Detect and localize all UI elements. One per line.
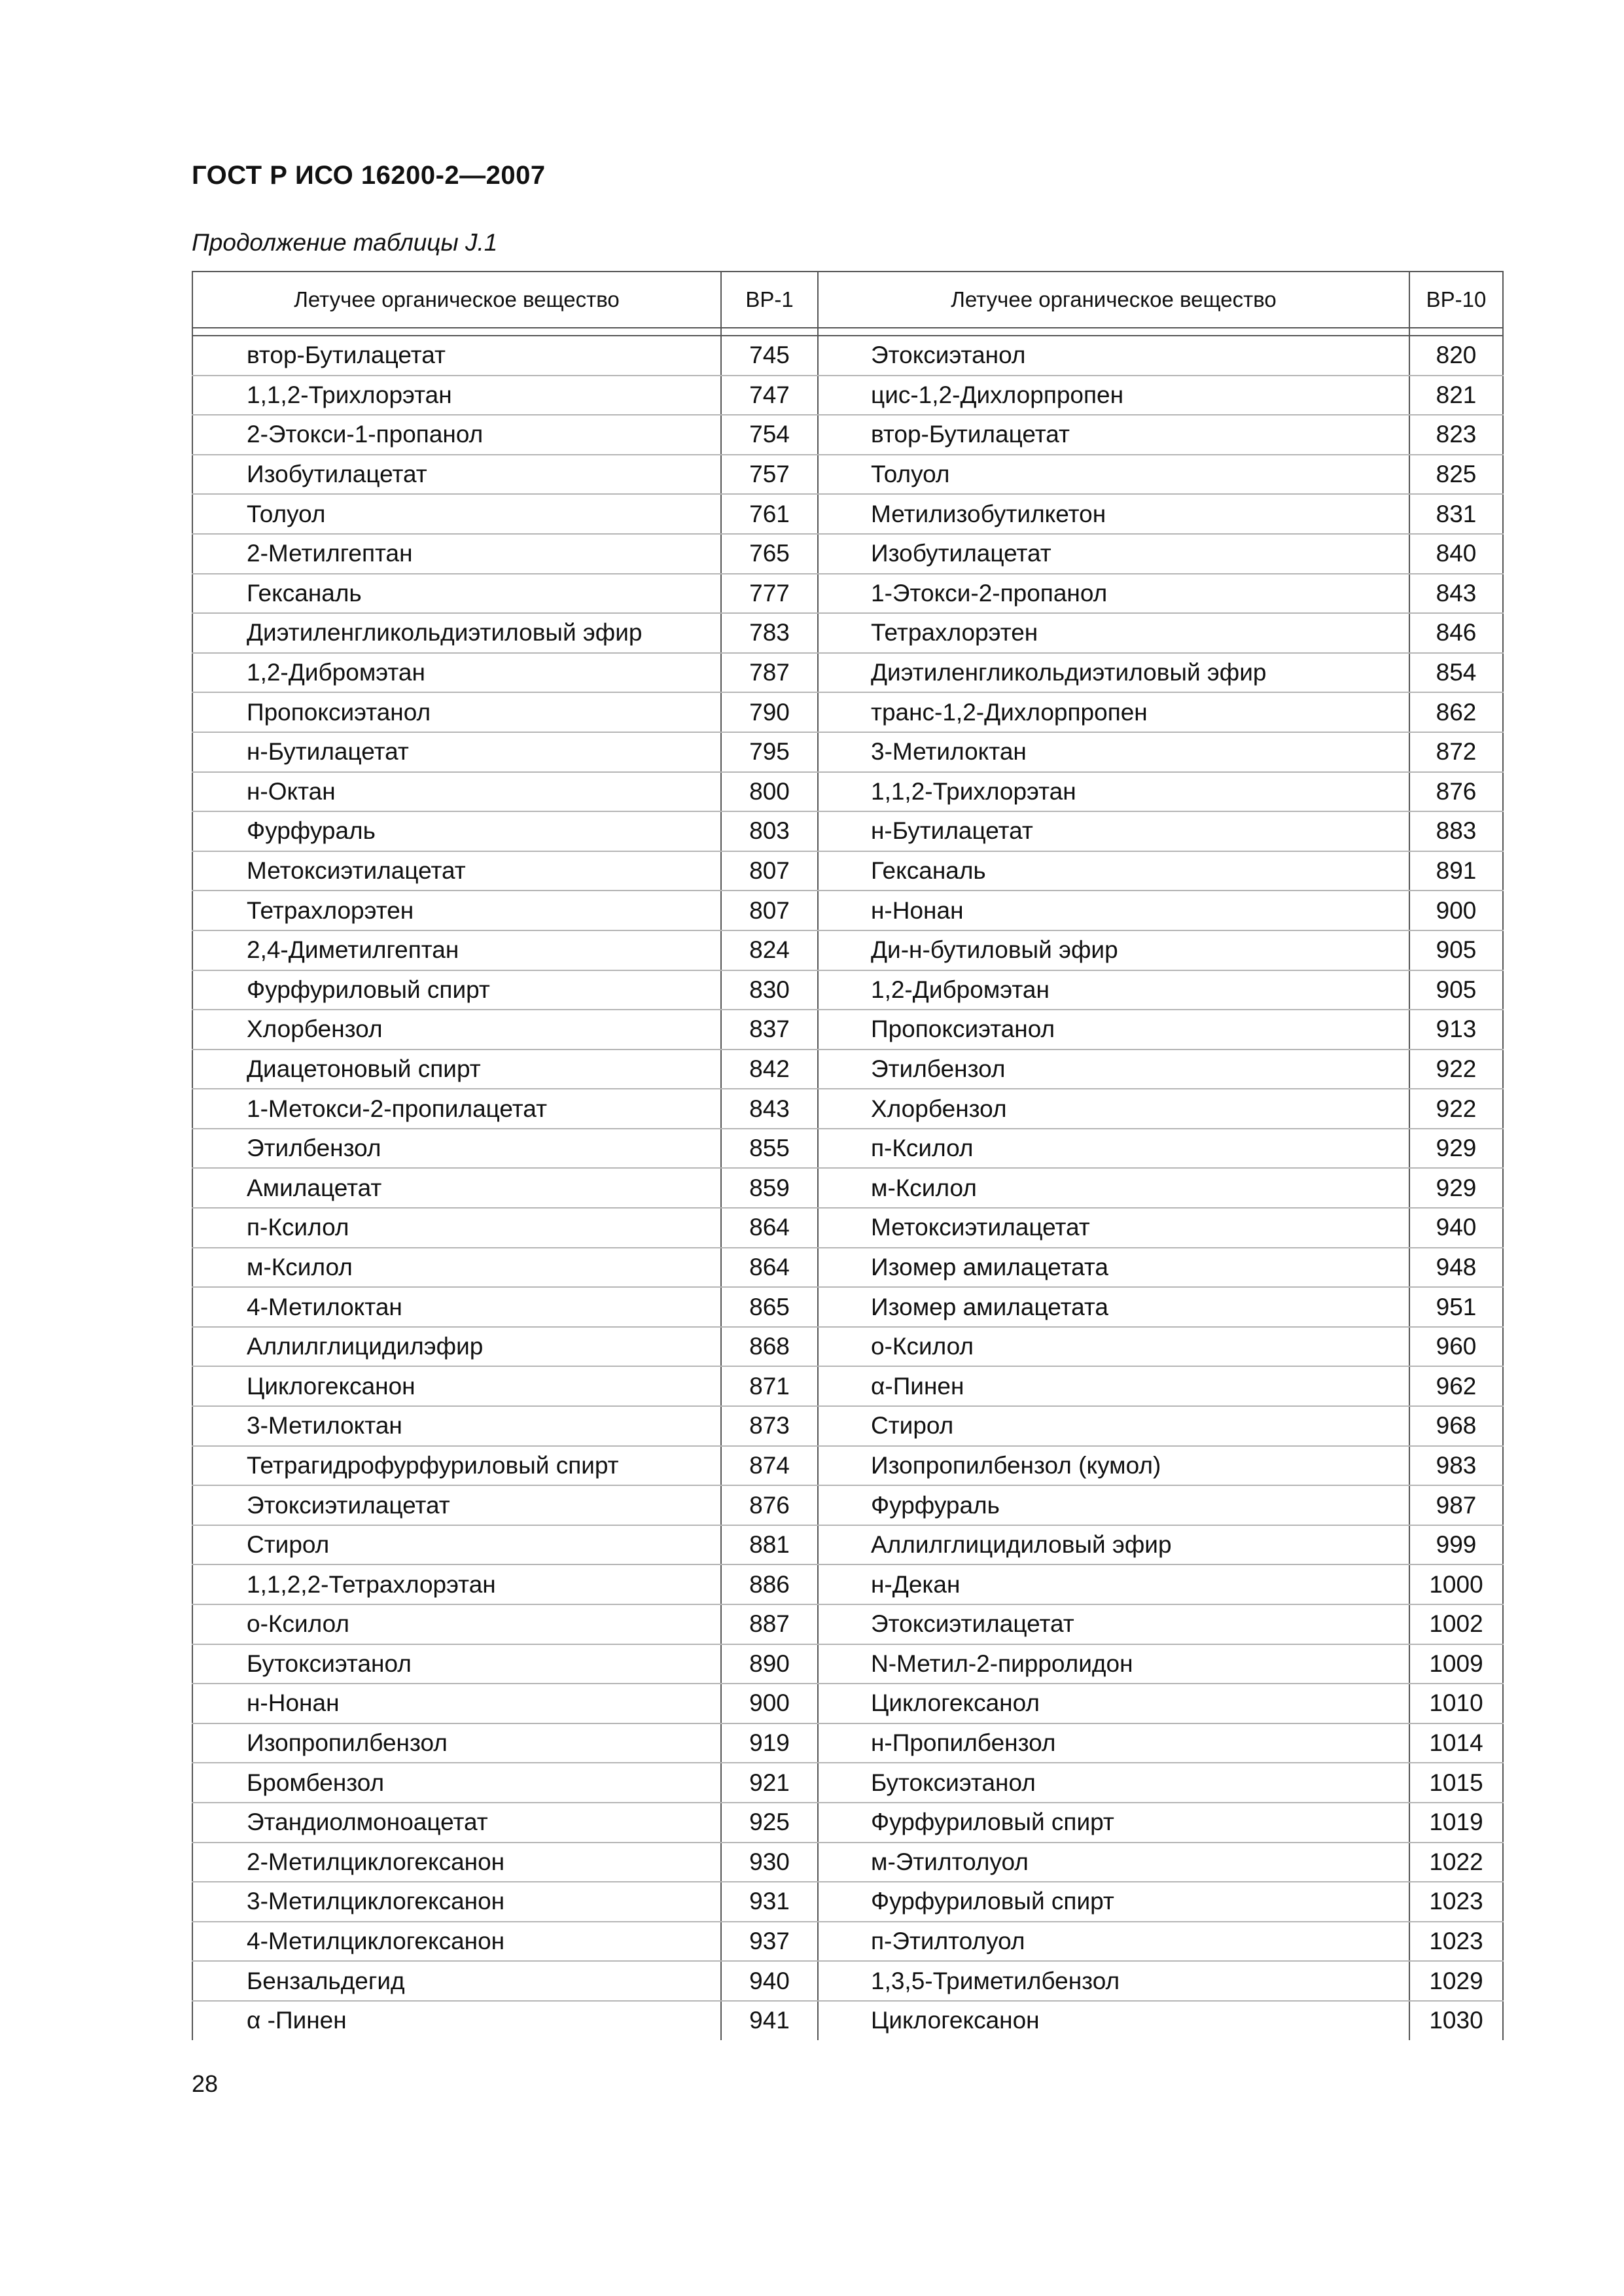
column-header-substance-1: Летучее органическое вещество: [192, 272, 721, 328]
cell-substance-bp10: Фурфураль: [818, 1485, 1409, 1525]
cell-value-bp10: 876: [1409, 772, 1503, 812]
cell-substance-bp1: Тетрагидрофурфуриловый спирт: [192, 1446, 721, 1486]
table-row: [192, 2001, 1503, 2040]
cell-substance-bp10: м-Ксилол: [818, 1168, 1409, 1208]
cell-value-bp1: 747: [721, 376, 818, 415]
cell-value-bp10: 831: [1409, 494, 1503, 534]
cell-substance-bp10: м-Этилтолуол: [818, 1843, 1409, 1882]
cell-substance-bp10: цис-1,2-Дихлорпропен: [818, 376, 1409, 415]
cell-value-bp1: 865: [721, 1287, 818, 1327]
cell-value-bp1: 873: [721, 1406, 818, 1446]
cell-substance-bp1: Стирол: [192, 1525, 721, 1565]
table-row: [192, 1406, 1503, 1446]
cell-substance-bp10: 1-Этокси-2-пропанол: [818, 574, 1409, 614]
cell-substance-bp10: 3-Метилоктан: [818, 732, 1409, 772]
table-row: [192, 851, 1503, 891]
table-row: [192, 1723, 1503, 1763]
cell-substance-bp1: 2-Метилциклогексанон: [192, 1843, 721, 1882]
cell-value-bp10: 843: [1409, 574, 1503, 614]
cell-substance-bp10: о-Ксилол: [818, 1327, 1409, 1367]
cell-value-bp1: 803: [721, 811, 818, 851]
cell-value-bp10: 825: [1409, 455, 1503, 495]
cell-value-bp10: 1022: [1409, 1843, 1503, 1882]
cell-substance-bp10: Этоксиэтилацетат: [818, 1604, 1409, 1644]
cell-substance-bp10: н-Декан: [818, 1564, 1409, 1604]
cell-substance-bp1: Этилбензол: [192, 1129, 721, 1169]
cell-value-bp10: 1023: [1409, 1882, 1503, 1922]
cell-value-bp1: 761: [721, 494, 818, 534]
cell-value-bp1: 874: [721, 1446, 818, 1486]
cell-substance-bp10: Изопропилбензол (кумол): [818, 1446, 1409, 1486]
cell-substance-bp1: 1,2-Дибромэтан: [192, 653, 721, 693]
table-row: [192, 692, 1503, 732]
cell-value-bp10: 983: [1409, 1446, 1503, 1486]
table-row: [192, 653, 1503, 693]
cell-substance-bp10: Стирол: [818, 1406, 1409, 1446]
cell-value-bp10: 962: [1409, 1366, 1503, 1406]
cell-substance-bp1: Бутоксиэтанол: [192, 1644, 721, 1684]
cell-substance-bp1: Гексаналь: [192, 574, 721, 614]
cell-value-bp1: 919: [721, 1723, 818, 1763]
cell-value-bp1: 842: [721, 1050, 818, 1089]
cell-value-bp1: 886: [721, 1564, 818, 1604]
cell-value-bp1: 757: [721, 455, 818, 495]
cell-value-bp10: 900: [1409, 891, 1503, 930]
cell-substance-bp1: 4-Метилоктан: [192, 1287, 721, 1327]
cell-substance-bp10: втор-Бутилацетат: [818, 415, 1409, 455]
table-row: [192, 1843, 1503, 1882]
cell-value-bp1: 921: [721, 1763, 818, 1803]
cell-substance-bp1: 2,4-Диметилгептан: [192, 930, 721, 970]
cell-value-bp1: 864: [721, 1248, 818, 1288]
cell-substance-bp1: Диацетоновый спирт: [192, 1050, 721, 1089]
cell-value-bp1: 790: [721, 692, 818, 732]
table-row: [192, 970, 1503, 1010]
cell-value-bp10: 960: [1409, 1327, 1503, 1367]
cell-value-bp1: 881: [721, 1525, 818, 1565]
table-row: [192, 1525, 1503, 1565]
cell-value-bp1: 937: [721, 1922, 818, 1962]
retention-index-table: [192, 271, 1502, 2040]
cell-substance-bp10: Циклогексанон: [818, 2001, 1409, 2040]
cell-value-bp10: 951: [1409, 1287, 1503, 1327]
cell-substance-bp1: Этоксиэтилацетат: [192, 1485, 721, 1525]
table-row: [192, 1485, 1503, 1525]
cell-value-bp10: 1009: [1409, 1644, 1503, 1684]
cell-value-bp1: 930: [721, 1843, 818, 1882]
cell-substance-bp10: 1,3,5-Триметилбензол: [818, 1961, 1409, 2001]
cell-substance-bp10: Циклогексанол: [818, 1684, 1409, 1723]
cell-substance-bp10: Фурфуриловый спирт: [818, 1803, 1409, 1843]
cell-substance-bp1: Диэтиленгликольдиэтиловый эфир: [192, 613, 721, 653]
cell-value-bp10: 840: [1409, 534, 1503, 574]
cell-substance-bp1: Циклогексанон: [192, 1366, 721, 1406]
cell-substance-bp1: 1-Метокси-2-пропилацетат: [192, 1089, 721, 1129]
table-row: [192, 1803, 1503, 1843]
cell-substance-bp1: Амилацетат: [192, 1168, 721, 1208]
cell-substance-bp1: Фурфуриловый спирт: [192, 970, 721, 1010]
table-row: [192, 574, 1503, 614]
table-row: [192, 1922, 1503, 1962]
cell-value-bp1: 765: [721, 534, 818, 574]
table-row: [192, 376, 1503, 415]
table-row: [192, 1604, 1503, 1644]
cell-value-bp10: 823: [1409, 415, 1503, 455]
cell-value-bp10: 905: [1409, 930, 1503, 970]
cell-substance-bp1: 1,1,2-Трихлорэтан: [192, 376, 721, 415]
cell-value-bp1: 807: [721, 891, 818, 930]
page-number: 28: [192, 2070, 219, 2097]
cell-substance-bp10: 1,2-Дибромэтан: [818, 970, 1409, 1010]
cell-substance-bp1: Бензальдегид: [192, 1961, 721, 2001]
cell-substance-bp10: Метоксиэтилацетат: [818, 1208, 1409, 1248]
cell-substance-bp1: Бромбензол: [192, 1763, 721, 1803]
cell-value-bp10: 821: [1409, 376, 1503, 415]
table-row: [192, 1644, 1503, 1684]
cell-substance-bp1: Толуол: [192, 494, 721, 534]
cell-substance-bp10: N-Метил-2-пирролидон: [818, 1644, 1409, 1684]
cell-substance-bp1: 2-Метилгептан: [192, 534, 721, 574]
cell-substance-bp10: Ди-н-бутиловый эфир: [818, 930, 1409, 970]
table-row: [192, 732, 1503, 772]
data-table: [192, 271, 1504, 2040]
cell-substance-bp1: н-Бутилацетат: [192, 732, 721, 772]
cell-value-bp1: 940: [721, 1961, 818, 2001]
cell-value-bp10: 1029: [1409, 1961, 1503, 2001]
cell-value-bp1: 800: [721, 772, 818, 812]
cell-substance-bp10: 1,1,2-Трихлорэтан: [818, 772, 1409, 812]
cell-substance-bp10: Диэтиленгликольдиэтиловый эфир: [818, 653, 1409, 693]
cell-value-bp10: 999: [1409, 1525, 1503, 1565]
cell-value-bp10: 987: [1409, 1485, 1503, 1525]
cell-substance-bp10: Этилбензол: [818, 1050, 1409, 1089]
cell-substance-bp1: α -Пинен: [192, 2001, 721, 2040]
cell-value-bp1: 868: [721, 1327, 818, 1367]
cell-value-bp10: 922: [1409, 1089, 1503, 1129]
cell-substance-bp10: Изомер амилацетата: [818, 1287, 1409, 1327]
table-row: [192, 1684, 1503, 1723]
table-body: [192, 336, 1503, 2040]
table-row: [192, 930, 1503, 970]
cell-value-bp1: 871: [721, 1366, 818, 1406]
cell-substance-bp1: м-Ксилол: [192, 1248, 721, 1288]
table-row: [192, 1366, 1503, 1406]
cell-value-bp1: 837: [721, 1010, 818, 1050]
cell-substance-bp1: п-Ксилол: [192, 1208, 721, 1248]
cell-value-bp1: 900: [721, 1684, 818, 1723]
cell-substance-bp10: Толуол: [818, 455, 1409, 495]
cell-substance-bp1: 3-Метилциклогексанон: [192, 1882, 721, 1922]
cell-value-bp1: 855: [721, 1129, 818, 1169]
cell-substance-bp10: Изомер амилацетата: [818, 1248, 1409, 1288]
cell-value-bp10: 1030: [1409, 2001, 1503, 2040]
cell-value-bp10: 1014: [1409, 1723, 1503, 1763]
cell-substance-bp10: Этоксиэтанол: [818, 336, 1409, 376]
column-header-bp1: ВР-1: [721, 272, 818, 328]
cell-value-bp10: 929: [1409, 1168, 1503, 1208]
document-title: ГОСТ Р ИСО 16200-2—2007: [192, 161, 546, 190]
table-row: [192, 1446, 1503, 1486]
cell-value-bp10: 1002: [1409, 1604, 1503, 1644]
cell-substance-bp1: Хлорбензол: [192, 1010, 721, 1050]
cell-substance-bp10: н-Бутилацетат: [818, 811, 1409, 851]
cell-substance-bp10: Пропоксиэтанол: [818, 1010, 1409, 1050]
cell-value-bp1: 824: [721, 930, 818, 970]
table-row: [192, 455, 1503, 495]
table-row: [192, 1564, 1503, 1604]
cell-value-bp10: 1010: [1409, 1684, 1503, 1723]
cell-value-bp10: 820: [1409, 336, 1503, 376]
cell-value-bp10: 1000: [1409, 1564, 1503, 1604]
table-row: [192, 1010, 1503, 1050]
cell-substance-bp1: 2-Этокси-1-пропанол: [192, 415, 721, 455]
cell-value-bp10: 905: [1409, 970, 1503, 1010]
cell-value-bp10: 1019: [1409, 1803, 1503, 1843]
header-separator: [192, 328, 1503, 336]
table-row: [192, 1882, 1503, 1922]
column-header-bp10: ВР-10: [1409, 272, 1503, 328]
table-row: [192, 1129, 1503, 1169]
cell-substance-bp1: Фурфураль: [192, 811, 721, 851]
cell-value-bp1: 925: [721, 1803, 818, 1843]
cell-value-bp10: 854: [1409, 653, 1503, 693]
cell-value-bp10: 862: [1409, 692, 1503, 732]
cell-value-bp1: 787: [721, 653, 818, 693]
table-row: [192, 811, 1503, 851]
cell-value-bp1: 783: [721, 613, 818, 653]
cell-substance-bp1: н-Нонан: [192, 1684, 721, 1723]
cell-value-bp10: 940: [1409, 1208, 1503, 1248]
cell-value-bp10: 846: [1409, 613, 1503, 653]
cell-substance-bp10: Хлорбензол: [818, 1089, 1409, 1129]
table-row: [192, 1089, 1503, 1129]
cell-substance-bp10: Тетрахлорэтен: [818, 613, 1409, 653]
table-row: [192, 613, 1503, 653]
cell-value-bp10: 891: [1409, 851, 1503, 891]
cell-value-bp1: 843: [721, 1089, 818, 1129]
table-row: [192, 1763, 1503, 1803]
cell-substance-bp1: Аллилглицидилэфир: [192, 1327, 721, 1367]
table-row: [192, 1208, 1503, 1248]
cell-value-bp1: 876: [721, 1485, 818, 1525]
cell-value-bp10: 1023: [1409, 1922, 1503, 1962]
cell-value-bp1: 859: [721, 1168, 818, 1208]
cell-value-bp1: 887: [721, 1604, 818, 1644]
table-row: [192, 1168, 1503, 1208]
cell-substance-bp1: 4-Метилциклогексанон: [192, 1922, 721, 1962]
table-row: [192, 534, 1503, 574]
table-row: [192, 494, 1503, 534]
table-row: [192, 1287, 1503, 1327]
cell-value-bp10: 883: [1409, 811, 1503, 851]
cell-substance-bp1: втор-Бутилацетат: [192, 336, 721, 376]
cell-substance-bp1: н-Октан: [192, 772, 721, 812]
cell-substance-bp1: Изобутилацетат: [192, 455, 721, 495]
table-row: [192, 1248, 1503, 1288]
cell-value-bp1: 890: [721, 1644, 818, 1684]
cell-value-bp1: 754: [721, 415, 818, 455]
cell-substance-bp10: Метилизобутилкетон: [818, 494, 1409, 534]
column-header-substance-2: Летучее органическое вещество: [818, 272, 1409, 328]
cell-substance-bp10: п-Ксилол: [818, 1129, 1409, 1169]
cell-substance-bp10: Бутоксиэтанол: [818, 1763, 1409, 1803]
cell-value-bp10: 913: [1409, 1010, 1503, 1050]
table-row: [192, 1050, 1503, 1089]
table-continuation-caption: Продолжение таблицы J.1: [192, 229, 498, 256]
cell-substance-bp1: Изопропилбензол: [192, 1723, 721, 1763]
cell-value-bp1: 807: [721, 851, 818, 891]
table-header: [192, 272, 1503, 328]
cell-value-bp10: 1015: [1409, 1763, 1503, 1803]
cell-substance-bp1: 1,1,2,2-Тетрахлорэтан: [192, 1564, 721, 1604]
cell-value-bp1: 830: [721, 970, 818, 1010]
cell-substance-bp10: п-Этилтолуол: [818, 1922, 1409, 1962]
table-row: [192, 415, 1503, 455]
table-row: [192, 891, 1503, 930]
table-row: [192, 336, 1503, 376]
cell-substance-bp10: Изобутилацетат: [818, 534, 1409, 574]
cell-substance-bp1: Тетрахлорэтен: [192, 891, 721, 930]
cell-value-bp1: 864: [721, 1208, 818, 1248]
cell-value-bp10: 929: [1409, 1129, 1503, 1169]
cell-substance-bp10: н-Пропилбензол: [818, 1723, 1409, 1763]
cell-value-bp10: 968: [1409, 1406, 1503, 1446]
cell-substance-bp1: о-Ксилол: [192, 1604, 721, 1644]
cell-value-bp10: 922: [1409, 1050, 1503, 1089]
table-row: [192, 1327, 1503, 1367]
cell-substance-bp10: Аллилглицидиловый эфир: [818, 1525, 1409, 1565]
cell-substance-bp10: н-Нонан: [818, 891, 1409, 930]
cell-substance-bp10: α-Пинен: [818, 1366, 1409, 1406]
cell-value-bp10: 948: [1409, 1248, 1503, 1288]
cell-value-bp10: 872: [1409, 732, 1503, 772]
table-row: [192, 772, 1503, 812]
cell-substance-bp1: Этандиолмоноацетат: [192, 1803, 721, 1843]
cell-value-bp1: 931: [721, 1882, 818, 1922]
table-row: [192, 1961, 1503, 2001]
cell-value-bp1: 941: [721, 2001, 818, 2040]
cell-value-bp1: 777: [721, 574, 818, 614]
cell-value-bp1: 795: [721, 732, 818, 772]
cell-substance-bp10: транс-1,2-Дихлорпропен: [818, 692, 1409, 732]
cell-substance-bp10: Фурфуриловый спирт: [818, 1882, 1409, 1922]
cell-substance-bp1: 3-Метилоктан: [192, 1406, 721, 1446]
cell-substance-bp10: Гексаналь: [818, 851, 1409, 891]
cell-substance-bp1: Метоксиэтилацетат: [192, 851, 721, 891]
cell-value-bp1: 745: [721, 336, 818, 376]
cell-substance-bp1: Пропоксиэтанол: [192, 692, 721, 732]
